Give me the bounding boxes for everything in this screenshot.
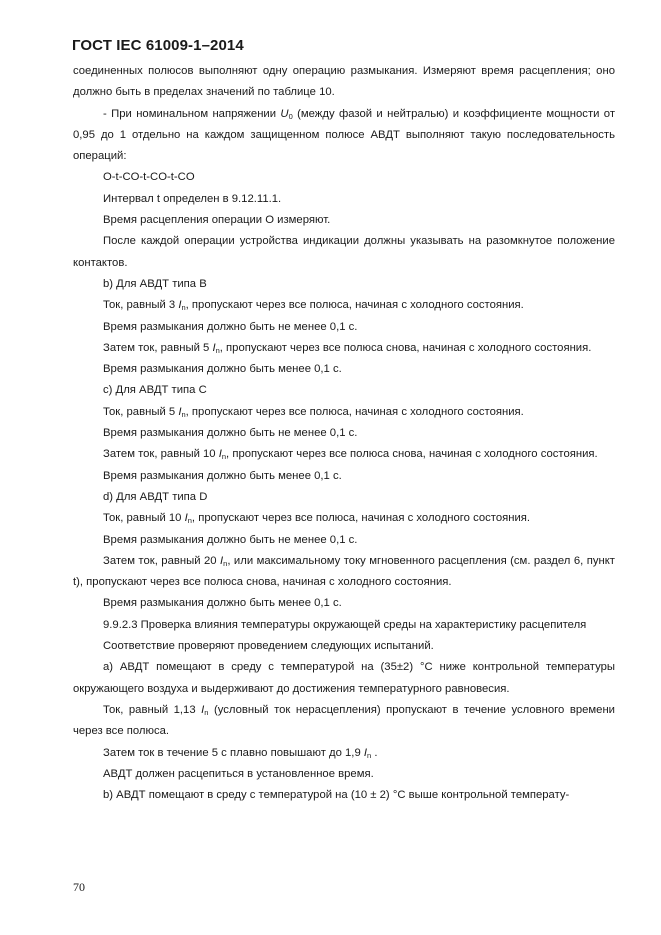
paragraph: Ток, равный 1,13 $I_n$ (условный ток нерасцепления) пропускают в течение условного времени через все полюса. (73, 703, 615, 738)
paragraph: a) АВДТ помещают в среду с температурой на (35±2) °С ниже контрольной температуры окружающего воздуха и выдерживают до достижения температурного равновесия. (73, 661, 615, 695)
paragraph: d) Для АВДТ типа D (103, 490, 208, 503)
paragraph: Соответствие проверяют проведением следующих испытаний. (103, 640, 434, 653)
paragraph: Затем ток, равный 5 $I_n$, пропускают через все полюса снова, начиная с холодного состояния. (103, 341, 592, 355)
paragraph: O-t-CO-t-CO-t-CO (103, 171, 195, 184)
paragraph: Ток, равный 3 $I_n$, пропускают через все полюса, начиная с холодного состояния. (103, 299, 524, 313)
paragraph: Затем ток, равный 10 $I_n$, пропускают через все полюса снова, начиная с холодного состояния. (103, 448, 598, 462)
paragraph: Время размыкания должно быть менее 0,1 с. (103, 469, 342, 482)
document-header: ГОСТ IEC 61009-1–2014 (72, 37, 244, 54)
paragraph: Время размыкания должно быть не менее 0,1 с. (103, 533, 358, 546)
paragraph: соединенных полюсов выполняют одну операцию размыкания. Измеряют время расцепления; оно должно быть в пределах значений по таблице 10. (73, 65, 615, 99)
paragraph: Время размыкания должно быть не менее 0,1 с. (103, 427, 358, 440)
paragraph: Время расцепления операции О измеряют. (103, 214, 331, 227)
document-body (73, 61, 615, 806)
paragraph: После каждой операции устройства индикации должны указывать на разомкнутое положение контактов. (73, 235, 615, 269)
paragraph: Затем ток, равный 20 $I_n$, или максимальному току мгновенного расцепления (см. раздел 6, пункт t), пропускают через все полюса снова, начиная с холодного состояния. (73, 554, 615, 589)
paragraph: Ток, равный 10 $I_n$, пропускают через все полюса, начиная с холодного состояния. (103, 512, 531, 526)
page-number: 70 (73, 880, 85, 894)
paragraph: Время размыкания должно быть не менее 0,1 с. (103, 320, 358, 333)
paragraph: - При номинальном напряжении $U_0$ (между фазой и нейтралью) и коэффициенте мощности от 0,95 до 1 отдельно на каждом защищенном полюсе АВДТ выполняют такую последовательность операций: (73, 107, 615, 163)
paragraph: Затем ток в течение 5 с плавно повышают до 1,9 $I_n$ . (103, 746, 378, 760)
section-heading: 9.9.2.3 Проверка влияния температуры окружающей среды на характеристику расцепителя (103, 618, 587, 631)
paragraph: b) АВДТ помещают в среду с температурой на (10 ± 2) °С выше контрольной температу- (103, 789, 570, 802)
paragraph: b) Для АВДТ типа B (103, 277, 207, 290)
paragraph: Интервал t определен в 9.12.11.1. (103, 192, 282, 205)
paragraph: c) Для АВДТ типа С (103, 384, 207, 397)
paragraph: АВДТ должен расцепиться в установленное время. (103, 767, 374, 780)
paragraph: Время размыкания должно быть менее 0,1 с. (103, 363, 342, 376)
paragraph: Ток, равный 5 $I_n$, пропускают через все полюса, начиная с холодного состояния. (103, 405, 524, 419)
paragraph: Время размыкания должно быть менее 0,1 с. (103, 597, 342, 610)
